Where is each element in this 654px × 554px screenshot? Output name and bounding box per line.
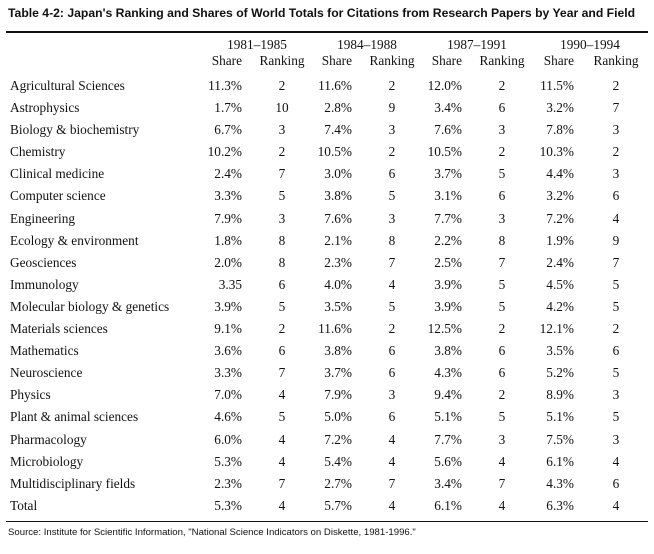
- table-row: [6, 318, 648, 340]
- period-header: 1990–1994: [560, 37, 620, 52]
- ranking-cell: 5: [498, 409, 506, 425]
- field-name: Engineering: [10, 210, 75, 226]
- share-cell: 5.7%: [324, 497, 352, 513]
- share-cell: 5.2%: [546, 365, 574, 381]
- share-cell: 2.2%: [434, 232, 462, 248]
- ranking-cell: 3: [612, 387, 620, 403]
- share-cell: 7.9%: [324, 387, 352, 403]
- table-title: Table 4-2: Japan's Ranking and Shares of World Totals for Citations from Research Papers by Year and Field: [8, 6, 636, 20]
- ranking-cell: 2: [388, 321, 396, 337]
- ranking-cell: 6: [498, 100, 506, 116]
- share-header: Share: [431, 53, 462, 68]
- ranking-cell: 6: [278, 343, 286, 359]
- period-header: 1987–1991: [447, 37, 507, 52]
- field-name: Geosciences: [10, 254, 77, 270]
- share-cell: 3.9%: [214, 298, 242, 314]
- share-cell: 5.4%: [324, 453, 352, 469]
- share-cell: 6.1%: [546, 453, 574, 469]
- share-cell: 3.1%: [434, 188, 462, 204]
- table-row: [6, 296, 648, 318]
- share-cell: 12.0%: [427, 78, 462, 93]
- ranking-cell: 7: [498, 475, 506, 491]
- share-cell: 11.3%: [208, 78, 242, 93]
- ranking-cell: 4: [388, 497, 396, 513]
- share-cell: 4.3%: [546, 475, 574, 491]
- share-cell: 3.0%: [324, 166, 352, 182]
- share-cell: 6.1%: [434, 497, 462, 513]
- field-name: Plant & animal sciences: [10, 409, 139, 425]
- share-cell: 3.3%: [214, 365, 242, 381]
- share-cell: 3.9%: [434, 276, 462, 292]
- ranking-cell: 8: [278, 254, 286, 270]
- ranking-cell: 5: [388, 188, 396, 204]
- ranking-cell: 7: [612, 100, 620, 116]
- ranking-cell: 6: [498, 365, 506, 381]
- share-cell: 2.0%: [214, 254, 242, 270]
- ranking-cell: 2: [498, 387, 506, 403]
- share-cell: 12.1%: [539, 321, 574, 337]
- ranking-cell: 4: [612, 210, 620, 226]
- ranking-header: Ranking: [593, 53, 639, 68]
- ranking-cell: 5: [498, 276, 506, 292]
- table-row: [6, 230, 648, 252]
- ranking-cell: 2: [498, 321, 506, 337]
- ranking-cell: 4: [278, 453, 286, 469]
- ranking-cell: 2: [388, 144, 396, 160]
- share-cell: 2.4%: [546, 254, 574, 270]
- ranking-cell: 5: [278, 409, 286, 425]
- share-cell: 6.3%: [546, 497, 574, 513]
- share-cell: 3.7%: [434, 166, 462, 182]
- share-cell: 3.35: [218, 276, 242, 292]
- share-cell: 2.1%: [324, 232, 352, 248]
- bottom-rule: [6, 521, 648, 522]
- table-row: [6, 451, 648, 473]
- share-cell: 3.7%: [324, 365, 352, 381]
- ranking-cell: 6: [388, 409, 396, 425]
- share-cell: 5.6%: [434, 453, 462, 469]
- ranking-cell: 6: [498, 188, 506, 204]
- share-cell: 2.7%: [324, 475, 352, 491]
- share-cell: 11.5%: [540, 78, 574, 93]
- ranking-cell: 4: [388, 276, 396, 292]
- share-cell: 7.7%: [434, 210, 462, 226]
- ranking-header: Ranking: [259, 53, 305, 68]
- share-cell: 4.2%: [546, 298, 574, 314]
- share-cell: 4.0%: [324, 276, 352, 292]
- ranking-cell: 4: [388, 431, 396, 447]
- share-cell: 7.9%: [214, 210, 242, 226]
- period-header: 1981–1985: [227, 37, 287, 52]
- share-cell: 11.6%: [318, 321, 352, 337]
- ranking-cell: 2: [388, 78, 396, 93]
- share-header: Share: [543, 53, 574, 68]
- field-name: Agricultural Sciences: [10, 78, 125, 93]
- ranking-cell: 2: [612, 144, 620, 160]
- ranking-cell: 2: [278, 321, 286, 337]
- ranking-cell: 4: [278, 497, 286, 513]
- ranking-cell: 7: [278, 475, 286, 491]
- field-name: Physics: [10, 387, 51, 403]
- ranking-cell: 2: [612, 78, 620, 93]
- ranking-cell: 3: [612, 431, 620, 447]
- share-cell: 10.5%: [317, 144, 352, 160]
- table-row: [6, 406, 648, 428]
- ranking-cell: 2: [278, 144, 286, 160]
- ranking-cell: 4: [612, 497, 620, 513]
- ranking-cell: 5: [612, 409, 620, 425]
- share-cell: 7.2%: [546, 210, 574, 226]
- ranking-cell: 7: [388, 475, 396, 491]
- ranking-cell: 2: [498, 144, 506, 160]
- ranking-cell: 8: [388, 232, 396, 248]
- share-cell: 10.5%: [427, 144, 462, 160]
- period-header: 1984–1988: [337, 37, 397, 52]
- field-name: Materials sciences: [10, 321, 108, 337]
- ranking-cell: 8: [278, 232, 286, 248]
- ranking-cell: 3: [278, 210, 286, 226]
- table-row: [6, 274, 648, 296]
- citations-table: [6, 37, 648, 517]
- share-cell: 7.5%: [546, 431, 574, 447]
- field-name: Microbiology: [10, 453, 84, 469]
- share-cell: 2.8%: [324, 100, 352, 116]
- ranking-cell: 6: [612, 475, 620, 491]
- share-cell: 9.1%: [214, 321, 242, 337]
- ranking-cell: 5: [498, 166, 506, 182]
- ranking-cell: 6: [278, 276, 286, 292]
- ranking-cell: 3: [612, 122, 620, 138]
- share-cell: 5.3%: [214, 497, 242, 513]
- table-total-row: [6, 495, 648, 517]
- share-cell: 3.9%: [434, 298, 462, 314]
- share-cell: 7.8%: [546, 122, 574, 138]
- ranking-cell: 7: [388, 254, 396, 270]
- share-cell: 3.5%: [324, 298, 352, 314]
- table-row: [6, 75, 648, 97]
- share-cell: 2.4%: [214, 166, 242, 182]
- ranking-cell: 5: [388, 298, 396, 314]
- ranking-cell: 5: [612, 365, 620, 381]
- share-header: Share: [211, 53, 242, 68]
- ranking-cell: 5: [278, 188, 286, 204]
- share-header: Share: [321, 53, 352, 68]
- table-row: [6, 97, 648, 119]
- ranking-cell: 3: [388, 210, 396, 226]
- ranking-cell: 7: [498, 254, 506, 270]
- share-cell: 3.8%: [434, 343, 462, 359]
- table-row: [6, 384, 648, 406]
- table-row: [6, 362, 648, 384]
- field-name: Biology & biochemistry: [10, 122, 140, 138]
- share-cell: 4.3%: [434, 365, 462, 381]
- ranking-cell: 4: [612, 453, 620, 469]
- field-name: Ecology & environment: [10, 232, 139, 248]
- table-row: [6, 208, 648, 230]
- share-cell: 8.9%: [546, 387, 574, 403]
- share-cell: 4.4%: [546, 166, 574, 182]
- ranking-cell: 9: [388, 100, 396, 116]
- ranking-cell: 6: [388, 343, 396, 359]
- ranking-header: Ranking: [479, 53, 525, 68]
- share-cell: 7.0%: [214, 387, 242, 403]
- field-name: Molecular biology & genetics: [10, 298, 170, 314]
- share-cell: 3.4%: [434, 100, 462, 116]
- share-cell: 2.3%: [324, 254, 352, 270]
- ranking-cell: 7: [278, 166, 286, 182]
- share-cell: 7.6%: [434, 122, 462, 138]
- share-cell: 3.6%: [214, 343, 242, 359]
- field-name: Chemistry: [10, 144, 66, 160]
- ranking-cell: 3: [278, 122, 286, 138]
- ranking-cell: 3: [388, 122, 396, 138]
- share-cell: 7.7%: [434, 431, 462, 447]
- ranking-cell: 6: [612, 343, 620, 359]
- ranking-cell: 10: [275, 100, 289, 116]
- ranking-cell: 9: [612, 232, 620, 248]
- share-cell: 5.1%: [434, 409, 462, 425]
- field-name: Mathematics: [10, 343, 79, 359]
- share-cell: 5.3%: [214, 453, 242, 469]
- share-cell: 3.4%: [434, 475, 462, 491]
- field-name: Multidisciplinary fields: [10, 475, 136, 491]
- share-cell: 6.0%: [214, 431, 242, 447]
- field-name: Computer science: [10, 188, 106, 204]
- table-row: [6, 252, 648, 274]
- table-row: [6, 163, 648, 185]
- ranking-cell: 4: [498, 497, 506, 513]
- ranking-cell: 5: [278, 298, 286, 314]
- ranking-cell: 8: [498, 232, 506, 248]
- header-blank: [6, 52, 202, 69]
- share-cell: 10.2%: [207, 144, 242, 160]
- table-row: [6, 141, 648, 163]
- ranking-cell: 3: [498, 210, 506, 226]
- ranking-cell: 5: [612, 298, 620, 314]
- ranking-cell: 3: [388, 387, 396, 403]
- ranking-cell: 2: [498, 78, 506, 93]
- table-row: [6, 473, 648, 495]
- share-cell: 3.2%: [546, 188, 574, 204]
- share-cell: 3.2%: [546, 100, 574, 116]
- share-cell: 10.3%: [539, 144, 574, 160]
- share-cell: 12.5%: [427, 321, 462, 337]
- share-cell: 2.5%: [434, 254, 462, 270]
- field-name: Neuroscience: [10, 365, 83, 381]
- table-row: [6, 429, 648, 451]
- ranking-cell: 6: [612, 188, 620, 204]
- share-cell: 3.8%: [324, 343, 352, 359]
- ranking-cell: 3: [498, 431, 506, 447]
- ranking-cell: 5: [612, 276, 620, 292]
- field-name: Astrophysics: [10, 100, 80, 116]
- field-name: Pharmacology: [10, 431, 87, 447]
- table-row: [6, 340, 648, 362]
- share-cell: 3.3%: [214, 188, 242, 204]
- share-cell: 7.4%: [324, 122, 352, 138]
- ranking-cell: 3: [498, 122, 506, 138]
- table-row: [6, 119, 648, 141]
- ranking-cell: 7: [612, 254, 620, 270]
- share-cell: 1.9%: [546, 232, 574, 248]
- share-cell: 7.2%: [324, 431, 352, 447]
- source-note: Source: Institute for Scientific Information, "National Science Indicators on Diskette, 1981-1996.": [8, 527, 416, 538]
- share-cell: 7.6%: [324, 210, 352, 226]
- table-row: [6, 185, 648, 207]
- ranking-cell: 2: [278, 78, 286, 93]
- share-cell: 4.5%: [546, 276, 574, 292]
- share-cell: 3.5%: [546, 343, 574, 359]
- share-cell: 9.4%: [434, 387, 462, 403]
- ranking-cell: 4: [388, 453, 396, 469]
- share-cell: 1.8%: [214, 232, 242, 248]
- ranking-cell: 6: [388, 365, 396, 381]
- table-body: [6, 75, 648, 517]
- ranking-cell: 6: [388, 166, 396, 182]
- field-name: Total: [10, 497, 38, 513]
- share-cell: 11.6%: [318, 78, 352, 93]
- ranking-cell: 6: [498, 343, 506, 359]
- field-name: Clinical medicine: [10, 166, 105, 182]
- share-cell: 5.0%: [324, 409, 352, 425]
- field-name: Immunology: [10, 276, 79, 292]
- ranking-cell: 4: [278, 431, 286, 447]
- share-cell: 4.6%: [214, 409, 242, 425]
- ranking-cell: 2: [612, 321, 620, 337]
- ranking-cell: 5: [498, 298, 506, 314]
- ranking-cell: 4: [498, 453, 506, 469]
- ranking-cell: 3: [612, 166, 620, 182]
- share-cell: 2.3%: [214, 475, 242, 491]
- top-rule: [6, 31, 648, 33]
- share-cell: 1.7%: [214, 100, 242, 116]
- header-blank: [6, 37, 202, 52]
- share-cell: 5.1%: [546, 409, 574, 425]
- share-cell: 3.8%: [324, 188, 352, 204]
- ranking-header: Ranking: [369, 53, 415, 68]
- ranking-cell: 7: [278, 365, 286, 381]
- ranking-cell: 4: [278, 387, 286, 403]
- share-cell: 6.7%: [214, 122, 242, 138]
